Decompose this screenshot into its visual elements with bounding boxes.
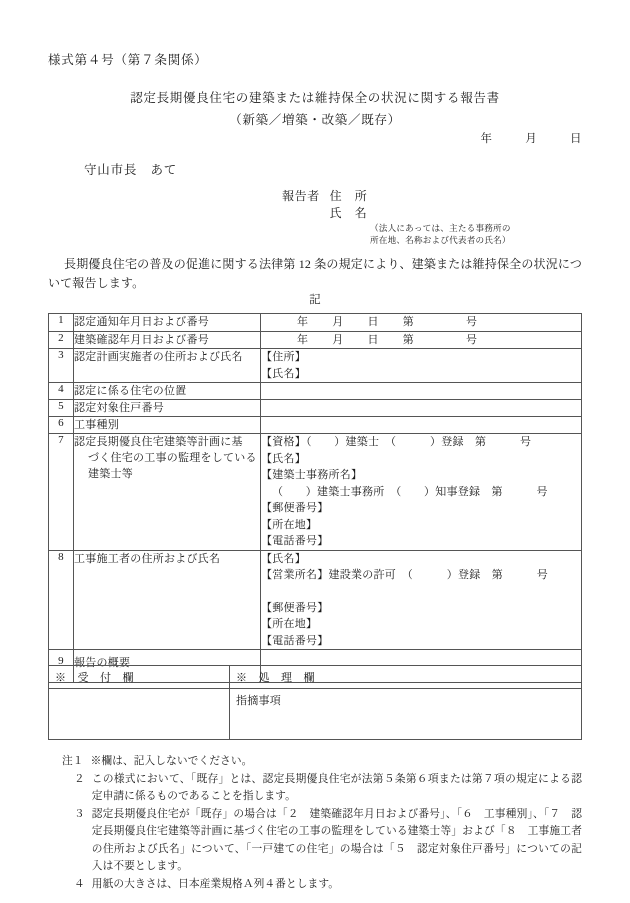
row-value-cell[interactable] bbox=[261, 550, 582, 650]
table-row bbox=[49, 666, 582, 689]
row-label: 認定対象住戸番号 bbox=[74, 400, 261, 417]
day-label: 日 bbox=[367, 316, 379, 328]
year-label: 年 bbox=[297, 316, 309, 328]
reporter-corporate-note bbox=[370, 222, 511, 246]
row-label: 認定通知年月日および番号 bbox=[74, 314, 261, 332]
footnotes bbox=[48, 753, 582, 893]
row-label-line2: づく住宅の工事の監理をしている bbox=[88, 452, 257, 464]
date-month-label: 月 bbox=[525, 133, 538, 145]
footnote-text: この様式において、「既存」とは、認定長期優良住宅が法第５条第６項または第７項の規定による認定申請に係るものであることを指します。 bbox=[91, 772, 582, 802]
value-line: 【住所】 bbox=[261, 351, 306, 363]
date-day-label: 日 bbox=[570, 133, 582, 145]
value-line: 【所在地】 bbox=[261, 518, 318, 531]
value-line: 【氏名】 bbox=[261, 367, 306, 380]
row-value-cell[interactable] bbox=[261, 383, 582, 400]
reception-processing-table bbox=[48, 665, 582, 740]
value-line: 【営業所名】建設業の許可 （ ）登録 第 号 bbox=[261, 569, 548, 581]
row-label-line1: 認定長期優良住宅建築等計画に基 bbox=[74, 436, 243, 448]
value-line: 【電話番号】 bbox=[261, 634, 329, 647]
statement-text: 長期優良住宅の普及の促進に関する法律第 12 条の規定により、建築または維持保全の状況について報告します。 bbox=[48, 257, 582, 290]
reporter-corporate-note-line2: 所在地、名称および代表者の氏名） bbox=[370, 235, 511, 245]
value-line: 【建築士事務所名】 bbox=[261, 469, 363, 481]
value-line: 【氏名】 bbox=[261, 452, 306, 465]
month-label: 月 bbox=[332, 333, 344, 346]
table-row bbox=[49, 383, 582, 400]
remarks-label: 指摘事項 bbox=[236, 695, 281, 707]
month-label: 月 bbox=[332, 316, 344, 328]
value-line: 【資格】（ ）建築士 （ ）登録 第 号 bbox=[261, 436, 532, 448]
reporter-corporate-note-line1: （法人にあっては、主たる事務所の bbox=[370, 223, 511, 233]
value-line: 【郵便番号】 bbox=[261, 601, 329, 614]
addressee: 守山市長 あて bbox=[84, 163, 178, 177]
row-number: 6 bbox=[49, 417, 74, 434]
form-number: 様式第４号（第７条関係） bbox=[48, 53, 208, 67]
row-number: 8 bbox=[49, 550, 74, 650]
reporter-name-row bbox=[282, 205, 367, 222]
processing-input-area[interactable] bbox=[230, 689, 582, 740]
row-value-cell[interactable] bbox=[261, 400, 582, 417]
row-value-cell[interactable] bbox=[261, 331, 582, 349]
value-line-spacer bbox=[261, 584, 581, 600]
row-value-cell[interactable] bbox=[261, 434, 582, 551]
footnote-item bbox=[48, 876, 582, 894]
row-label: 工事種別 bbox=[74, 417, 261, 434]
value-line: 【所在地】 bbox=[261, 618, 318, 630]
footnote-marker: ２ bbox=[74, 772, 85, 785]
row-number: 7 bbox=[49, 434, 74, 551]
receipt-input-area[interactable] bbox=[49, 689, 230, 740]
row-label: 建築確認年月日および番号 bbox=[74, 331, 261, 349]
value-line: （ ）建築士事務所 （ ）知事登録 第 号 bbox=[272, 485, 548, 498]
dai-label: 第 bbox=[402, 316, 414, 328]
table-row bbox=[49, 349, 582, 383]
table-row bbox=[49, 417, 582, 434]
row-value-cell[interactable] bbox=[261, 314, 582, 332]
row-number: 9 bbox=[49, 650, 74, 683]
value-line: 【電話番号】 bbox=[261, 535, 329, 547]
row-label: 認定計画実施者の住所および氏名 bbox=[74, 349, 261, 383]
row-label: 認定に係る住宅の位置 bbox=[74, 383, 261, 400]
row-number: 2 bbox=[49, 331, 74, 349]
document-subtitle: （新築／増築・改築／既存） bbox=[229, 113, 401, 127]
row-number: 5 bbox=[49, 400, 74, 417]
day-label: 日 bbox=[367, 333, 379, 346]
reporter-address-row bbox=[282, 188, 367, 205]
year-label: 年 bbox=[297, 333, 309, 346]
main-form-table-wrapper bbox=[48, 313, 582, 683]
table-row bbox=[49, 314, 582, 332]
reporter-lead-label: 報告者 bbox=[282, 189, 320, 203]
footnote-marker: 注１ bbox=[62, 755, 84, 767]
row-label: 報告の概要 bbox=[74, 650, 261, 683]
receipt-column-header: ※ 受 付 欄 bbox=[49, 666, 230, 689]
footnote-item bbox=[48, 771, 582, 806]
table-row bbox=[49, 400, 582, 417]
date-line bbox=[0, 130, 582, 146]
value-line: 【郵便番号】 bbox=[261, 502, 329, 514]
row-label-line3: 建築士等 bbox=[88, 468, 133, 480]
dai-label: 第 bbox=[402, 333, 414, 346]
footnote-text: 用紙の大きさは、日本産業規格Ａ列４番とします。 bbox=[91, 877, 340, 890]
document-title: 認定長期優良住宅の建築または維持保全の状況に関する報告書 bbox=[130, 91, 500, 105]
row-number: 4 bbox=[49, 383, 74, 400]
table-row bbox=[49, 550, 582, 650]
table-row bbox=[49, 689, 582, 740]
reporter-name-label: 氏 名 bbox=[329, 206, 368, 220]
reporter-block bbox=[282, 188, 367, 222]
row-value-cell[interactable] bbox=[261, 349, 582, 383]
reception-processing-table-wrapper bbox=[48, 665, 582, 740]
row-number: 1 bbox=[49, 314, 74, 332]
date-year-label: 年 bbox=[480, 133, 493, 145]
gou-label: 号 bbox=[466, 333, 478, 346]
table-row bbox=[49, 434, 582, 551]
row-number: 3 bbox=[49, 349, 74, 383]
footnote-text: 認定長期優良住宅が「既存」の場合は「２ 建築確認年月日および番号」、「６ 工事種別」、「７ 認定長期優良住宅建築等計画に基づく住宅の工事の監理をしている建築士等」および「８ 工事施工者の住所および氏名」について、「一戸建ての住宅」の場合は「５ 認定対象住戸番号」についての記入は不要とします。 bbox=[91, 807, 582, 872]
row-label bbox=[74, 434, 261, 551]
table-row bbox=[49, 331, 582, 349]
ki-mark: 記 bbox=[309, 294, 321, 306]
footnote-marker: ３ bbox=[74, 807, 85, 820]
statement-paragraph bbox=[48, 255, 582, 293]
value-line: 【氏名】 bbox=[261, 552, 306, 565]
gou-label: 号 bbox=[466, 316, 478, 328]
main-form-table bbox=[48, 313, 582, 683]
footnote-text: ※欄は、記入しないでください。 bbox=[90, 755, 253, 767]
reporter-address-label: 住 所 bbox=[329, 189, 368, 203]
row-label: 工事施工者の住所および氏名 bbox=[74, 550, 261, 650]
processing-column-header: ※ 処 理 欄 bbox=[230, 666, 582, 689]
row-value-cell[interactable] bbox=[261, 417, 582, 434]
footnote-item bbox=[48, 806, 582, 876]
footnote-item bbox=[48, 753, 582, 771]
footnote-marker: ４ bbox=[74, 877, 85, 890]
